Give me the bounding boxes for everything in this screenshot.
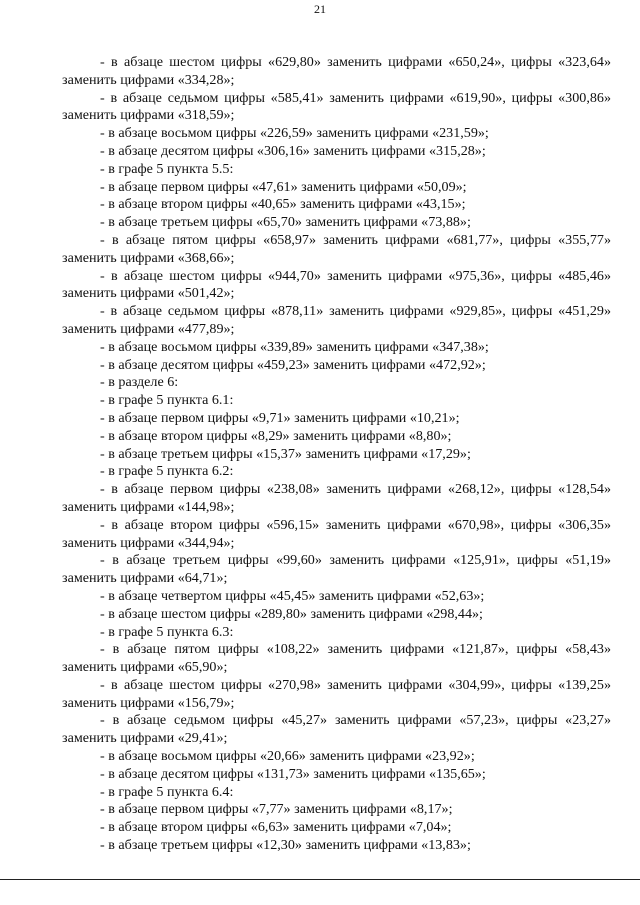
amendment-item: - в абзаце втором цифры «40,65» заменить цифрами «43,15»; [100, 196, 466, 213]
amendment-item: - в абзаце третьем цифры «15,37» заменить цифрами «17,29»; [100, 445, 471, 462]
amendment-item: - в графе 5 пункта 5.5: [100, 160, 234, 177]
amendment-item: - в абзаце пятом цифры «108,22» заменить цифрами «121,87», цифры «58,43» заменить цифрами «65,90»; [62, 641, 611, 676]
amendment-item: - в абзаце третьем цифры «65,70» заменить цифрами «73,88»; [100, 214, 471, 231]
amendment-item: - в абзаце первом цифры «238,08» заменить цифрами «268,12», цифры «128,54» заменить цифрами «144,98»; [62, 481, 611, 515]
amendment-item: - в абзаце третьем цифры «99,60» заменить цифрами «125,91», цифры «51,19» заменить цифрами «64,71»; [62, 552, 611, 587]
amendment-item: - в абзаце первом цифры «9,71» заменить цифрами «10,21»; [100, 409, 460, 426]
amendment-item: - в абзаце четвертом цифры «45,45» заменить цифрами «52,63»; [100, 587, 485, 604]
amendment-item: - в графе 5 пункта 6.3: [100, 623, 234, 640]
amendment-item: - в графе 5 пункта 6.1: [100, 392, 234, 409]
amendment-item: - в абзаце втором цифры «6,63» заменить цифрами «7,04»; [100, 819, 452, 836]
page-number: 21 [314, 2, 326, 16]
amendment-item: - в графе 5 пункта 6.4: [100, 783, 234, 800]
amendment-item: - в абзаце шестом цифры «944,70» заменить цифрами «975,36», цифры «485,46» заменить цифрами «501,42»; [62, 267, 611, 302]
amendment-item: - в абзаце десятом цифры «306,16» заменить цифрами «315,28»; [100, 142, 486, 159]
amendment-item: - в графе 5 пункта 6.2: [100, 463, 234, 480]
amendment-item: - в разделе 6: [100, 374, 179, 391]
amendment-item: - в абзаце седьмом цифры «878,11» заменить цифрами «929,85», цифры «451,29» заменить цифрами «477,89»; [62, 303, 611, 337]
amendment-item: - в абзаце пятом цифры «658,97» заменить цифрами «681,77», цифры «355,77» заменить цифрами «368,66»; [62, 231, 611, 266]
amendment-item: - в абзаце седьмом цифры «585,41» заменить цифрами «619,90», цифры «300,86» заменить цифрами «318,59»; [62, 89, 611, 124]
amendment-item: - в абзаце шестом цифры «629,80» заменить цифрами «650,24», цифры «323,64» заменить цифрами «334,28»; [62, 54, 611, 88]
amendment-item: - в абзаце втором цифры «596,15» заменить цифрами «670,98», цифры «306,35» заменить цифрами «344,94»; [62, 516, 611, 551]
amendment-item: - в абзаце десятом цифры «131,73» заменить цифрами «135,65»; [100, 765, 486, 782]
footer-rule [0, 879, 640, 880]
amendment-item: - в абзаце восьмом цифры «20,66» заменить цифрами «23,92»; [100, 748, 475, 765]
amendment-item: - в абзаце восьмом цифры «339,89» заменить цифрами «347,38»; [100, 338, 489, 355]
amendment-item: - в абзаце десятом цифры «459,23» заменить цифрами «472,92»; [100, 356, 486, 373]
amendment-item: - в абзаце шестом цифры «270,98» заменить цифрами «304,99», цифры «139,25» заменить цифрами «156,79»; [62, 676, 611, 711]
amendment-item: - в абзаце втором цифры «8,29» заменить цифрами «8,80»; [100, 427, 452, 444]
amendment-item: - в абзаце седьмом цифры «45,27» заменить цифрами «57,23», цифры «23,27» заменить цифрами «29,41»; [62, 712, 611, 747]
amendment-item: - в абзаце третьем цифры «12,30» заменить цифрами «13,83»; [100, 837, 471, 854]
amendment-item: - в абзаце шестом цифры «289,80» заменить цифрами «298,44»; [100, 605, 483, 622]
amendment-list [62, 54, 611, 855]
amendment-item: - в абзаце первом цифры «7,77» заменить цифрами «8,17»; [100, 801, 453, 818]
amendment-item: - в абзаце первом цифры «47,61» заменить цифрами «50,09»; [100, 178, 467, 195]
amendment-item: - в абзаце восьмом цифры «226,59» заменить цифрами «231,59»; [100, 125, 489, 142]
